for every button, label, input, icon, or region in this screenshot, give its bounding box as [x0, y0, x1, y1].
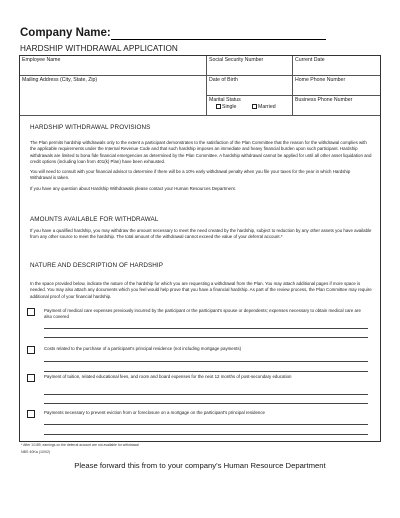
provisions-paragraph-2: You will need to consult with your financial advisor to determine if there will be a 10% early withdrawal penalty when you file your taxes for the year in which Hardship Withdrawal is taken.	[30, 169, 351, 181]
current-date-label: Current Date	[295, 57, 325, 63]
residence-line[interactable]	[44, 361, 368, 362]
ssn-label: Social Security Number	[209, 57, 264, 63]
date-of-birth-field[interactable]	[207, 76, 293, 96]
married-checkbox[interactable]	[252, 104, 257, 109]
mailing-address-label: Mailing Address (City, State, Zip)	[22, 77, 98, 83]
amounts-paragraph: If you have a qualified hardship, you may withdraw the amount necessary to meet the need created by the hardship, subject to reduction by any other assets you have available from any other source to meet the hardship. The total amount of the withdrawal cannot exceed the value of your deferral account.*	[30, 228, 372, 240]
business-phone-field[interactable]	[293, 96, 380, 116]
nature-section	[30, 262, 372, 300]
footnote: * After 1/1/89, earnings on the deferral account are not available for withdrawal	[21, 443, 139, 447]
tuition-line[interactable]	[44, 403, 368, 404]
medical-checkbox[interactable]	[27, 308, 35, 316]
date-of-birth-label: Date of Birth	[209, 77, 238, 83]
business-phone-label: Business Phone Number	[295, 97, 353, 103]
tuition-line[interactable]	[44, 394, 368, 395]
employee-name-field[interactable]	[20, 56, 207, 76]
forward-note: Please forward this from to your company's Human Resource Department	[74, 461, 326, 470]
single-checkbox[interactable]	[216, 104, 221, 109]
eviction-checkbox[interactable]	[27, 410, 35, 418]
residence-line[interactable]	[44, 371, 368, 372]
tuition-item-text: Payment of tuition, related educational fees, and room and board expenses for the next 12 months of post-secondary education	[44, 374, 292, 379]
personal-info-grid	[20, 56, 380, 116]
application-form	[19, 55, 381, 442]
current-date-field[interactable]	[293, 56, 380, 76]
home-phone-label: Home Phone Number	[295, 77, 346, 83]
home-phone-field[interactable]	[293, 76, 380, 96]
application-title: HARDSHIP WITHDRAWAL APPLICATION	[20, 44, 178, 53]
company-name-label: Company Name:	[20, 27, 111, 39]
ssn-field[interactable]	[207, 56, 293, 76]
medical-line[interactable]	[44, 328, 368, 329]
residence-item-text: Costs related to the purchase of a participant's principal residence (not including mortgage payments)	[44, 346, 242, 351]
marital-married-option[interactable]	[252, 104, 276, 110]
marital-single-option[interactable]	[216, 104, 236, 110]
provisions-section	[30, 124, 372, 192]
provisions-title: HARDSHIP WITHDRAWAL PROVISIONS	[30, 124, 151, 131]
married-label: Married	[258, 104, 276, 110]
eviction-line[interactable]	[44, 434, 368, 435]
amounts-section	[30, 216, 372, 241]
nature-title: NATURE AND DESCRIPTION OF HARDSHIP	[30, 262, 164, 269]
form-number: NBS 40Ka (10/02)	[21, 450, 51, 454]
medical-line[interactable]	[44, 337, 368, 338]
medical-item-text: Payment of medical care expenses previously incurred by the participant or the participant's spouse or dependents; expenses necessary to obtain medical care are also covered	[44, 308, 361, 320]
marital-status-label: Marital Status	[209, 97, 241, 103]
company-name-line[interactable]	[111, 39, 326, 40]
residence-checkbox[interactable]	[27, 346, 35, 354]
eviction-line[interactable]	[44, 424, 368, 425]
provisions-paragraph-1: The Plan permits hardship withdrawals only to the extent a participant demonstrates to the satisfaction of the Plan Committee that the reason for the withdrawal complies with the applicable requirements under the Internal Revenue Code and that such hardship imposes an immediate and heavy financial burden upon such participant. Hardship withdrawals are limited to bona fide financial emergencies as determined by the Plan Committee. A hardship withdrawal cannot be applied for until all other asset liquidation and credit options (including loan from 401(k) Plan) have been exhausted.	[30, 140, 372, 164]
provisions-paragraph-3: If you have any question about Hardship Withdrawals please contact your Human Resources Department.	[30, 185, 236, 191]
single-label: Single	[222, 104, 237, 110]
employee-name-label: Employee Name	[22, 57, 61, 63]
amounts-title: AMOUNTS AVAILABLE FOR WITHDRAWAL	[30, 216, 159, 223]
tuition-checkbox[interactable]	[27, 374, 35, 382]
mailing-address-field[interactable]	[20, 76, 207, 116]
nature-paragraph: In the space provided below, indicate the nature of the hardship for which you are requesting a withdrawal from the Plan. You may attach additional pages if more space is needed. You may also attach any documents which you feel would help prove that you have a financial hardship. As part of the review process, the Plan Committee may require additional proof of your financial hardship.	[30, 281, 372, 299]
eviction-item-text: Payments necessary to prevent eviction from or foreclosure on a mortgage on the participant's principal residence	[44, 410, 265, 415]
